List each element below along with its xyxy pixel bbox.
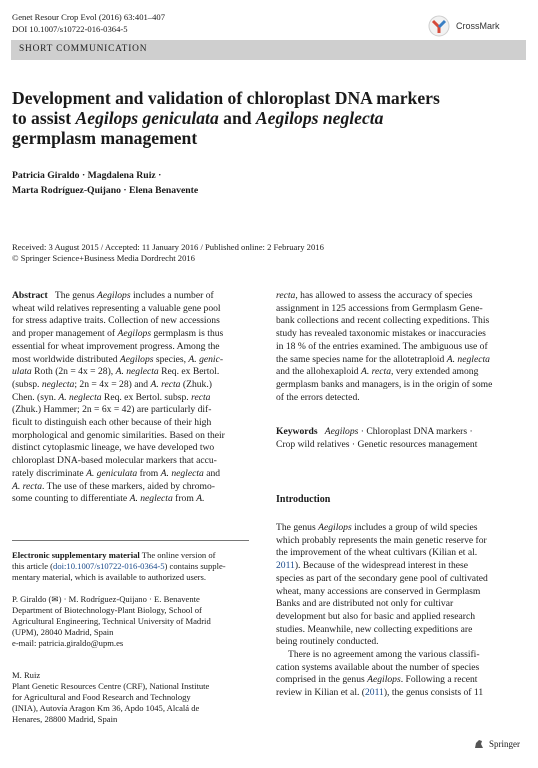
abstract-line: (subsp. neglecta; 2n = 4x = 28) and A. recta (Zhuk.) xyxy=(12,378,212,390)
abstract-line: ficult to distinguish each other because of their high xyxy=(12,417,212,429)
title-species-2: Aegilops neglecta xyxy=(255,108,384,128)
copyright-line: © Springer Science+Business Media Dordrecht 2016 xyxy=(12,253,195,263)
abstract-line: ulata Roth (2n = 4x = 28), A. neglecta Req. ex Bertol. xyxy=(12,366,220,378)
journal-header xyxy=(12,12,165,35)
intro-line: wheat, many accessions are conserved in Germplasm xyxy=(276,585,481,597)
abstract-heading: Abstract xyxy=(12,290,48,301)
intro-line: being routinely conducted. xyxy=(276,636,379,648)
doi-line[interactable]: DOI 10.1007/s10722-016-0364-5 xyxy=(12,23,128,34)
affil-line: M. Ruiz xyxy=(12,670,41,680)
abstract-line: most worldwide distributed Aegilops species, A. genic- xyxy=(12,353,224,365)
keywords-line-2: Crop wild relatives · Genetic resources management xyxy=(276,438,478,450)
title-line-1: Development and validation of chloroplast DNA markers xyxy=(12,88,440,108)
intro-line: studies. Meanwhile, new collecting expeditions are xyxy=(276,623,473,635)
abstract-line: essential for wheat improvement progress. Among the xyxy=(12,340,220,352)
email-link[interactable]: e-mail: patricia.giraldo@upm.es xyxy=(12,638,124,648)
intro-line: which probably represents the main genetic reserve for xyxy=(276,534,487,546)
abstract-line: morphological and genomic similarities. Based on their xyxy=(12,429,225,441)
intro-line: comprised in the genus Aegilops. Following a recent xyxy=(276,674,478,686)
affil-line: Department of Biotechnology-Plant Biology, School of xyxy=(12,605,202,615)
citation-link[interactable]: 2011 xyxy=(364,687,384,699)
abstract-line: study has revealed taxonomic mistakes or inaccuracies xyxy=(276,328,486,340)
abstract-line: in 18 % of the entries examined. The ambiguous use of xyxy=(276,340,488,352)
publisher-name: Springer xyxy=(489,739,520,749)
affil-line: for Agricultural and Food Research and Technology xyxy=(12,692,191,702)
publication-dates xyxy=(12,242,512,264)
abstract-line: recta, has allowed to assess the accuracy of species xyxy=(276,290,473,301)
authors-line-2: Marta Rodríguez-Quijano · Elena Benavente xyxy=(12,185,199,196)
abstract-line: bank collections and recent collecting expeditions. This xyxy=(276,315,490,327)
intro-line: cation systems available about the number of species xyxy=(276,661,480,673)
affil-line: (INIA), Autovía Aragon Km 36, Apdo 1045, Alcalá de xyxy=(12,703,200,713)
crossmark-icon xyxy=(428,15,450,37)
keywords-heading: Keywords xyxy=(276,426,318,437)
affil-line: P. Giraldo (✉) · M. Rodríguez-Quijano · E. Benavente xyxy=(12,594,200,604)
abstract-right-column xyxy=(276,290,515,404)
citation-link[interactable]: 2011 xyxy=(276,560,295,572)
authors-line-1: Patricia Giraldo · Magdalena Ruiz · xyxy=(12,170,162,181)
esm-heading: Electronic supplementary material xyxy=(12,550,140,560)
abstract-left-column xyxy=(12,290,249,506)
abstract-line: for stress adaptive traits. Collection of new accessions xyxy=(12,315,220,327)
title-line-2 xyxy=(12,108,492,128)
intro-line: Banks and are distributed not only for cultivar xyxy=(276,598,454,610)
abstract-line: germplasm banks and managers, is in the origin of some xyxy=(276,378,493,390)
intro-line: the improvement of the wheat cultivars (Kilian et al. xyxy=(276,547,478,559)
esm-text: The online version of xyxy=(141,550,216,560)
article-type-label: SHORT COMMUNICATION xyxy=(19,44,148,54)
title-text: and xyxy=(218,108,256,128)
footnote-divider xyxy=(12,540,249,541)
title-line-3: germplasm management xyxy=(12,128,198,148)
affiliation-1 xyxy=(12,594,249,649)
abstract-line: wheat wild relatives representing a valuable gene pool xyxy=(12,302,221,314)
abstract-line: and proper management of Aegilops germplasm is thus xyxy=(12,328,224,340)
article-type-banner xyxy=(11,40,526,60)
esm-line-2: this article (doi:10.1007/s10722-016-0364-5) contains supple- xyxy=(12,561,226,571)
title-species-1: Aegilops geniculata xyxy=(75,108,219,128)
intro-line: species as part of the secondary gene pool of cultivated xyxy=(276,572,488,584)
esm-note xyxy=(12,550,249,583)
abstract-line: and the allohexaploid A. recta, very extended among xyxy=(276,366,479,378)
esm-line-3: mentary material, which is available to authorized users. xyxy=(12,572,207,582)
abstract-line: some counting to differentiate A. neglecta from A. xyxy=(12,493,205,505)
crossmark-badge[interactable] xyxy=(428,12,524,40)
abstract-line: the same species name for the allotetraploid A. neglecta xyxy=(276,353,490,365)
abstract-line: (Zhuk.) Hammer; 2n = 6x = 42) are particularly dif- xyxy=(12,404,212,416)
springer-horse-icon xyxy=(473,738,485,750)
journal-citation: Genet Resour Crop Evol (2016) 63:401–407 xyxy=(12,12,165,22)
introduction-body xyxy=(276,522,515,700)
publisher-logo xyxy=(473,738,520,750)
affiliation-2 xyxy=(12,670,249,725)
abstract-line: chloroplast DNA-based molecular markers that accu- xyxy=(12,455,217,467)
article-title xyxy=(12,88,492,148)
affil-line: Plant Genetic Resources Centre (CRF), National Institute xyxy=(12,681,210,691)
crossmark-label: CrossMark xyxy=(456,21,500,31)
keywords-block xyxy=(276,426,515,451)
keywords-line-1: Keywords Aegilops · Chloroplast DNA markers · xyxy=(276,426,473,437)
affil-line: (UPM), 28040 Madrid, Spain xyxy=(12,627,114,637)
introduction-heading: Introduction xyxy=(276,494,331,505)
abstract-line: distinct cytoplasmic lineage, we have developed two xyxy=(12,442,215,454)
affil-line: Henares, 28800 Madrid, Spain xyxy=(12,714,118,724)
history-dates: Received: 3 August 2015 / Accepted: 11 January 2016 / Published online: 2 February 2016 xyxy=(12,242,324,252)
intro-line: 2011). Because of the widespread interest in these xyxy=(276,560,468,572)
abstract-line: assignment in 125 accessions from Germplasm Gene- xyxy=(276,302,483,314)
abstract-line: rately discriminate A. geniculata from A. neglecta and xyxy=(12,467,221,479)
intro-line: development but also for basic and applied research xyxy=(276,610,475,622)
intro-line: There is no agreement among the various classifi- xyxy=(288,649,480,661)
esm-line-1 xyxy=(12,550,249,561)
intro-line: The genus Aegilops includes a group of wild species xyxy=(276,522,478,533)
abstract-line: A. recta. The use of these markers, aided by chromo- xyxy=(12,480,216,492)
abstract-line: Abstract The genus Aegilops includes a number of xyxy=(12,290,214,301)
intro-line: review in Kilian et al. (2011), the genus consists of 11 xyxy=(276,687,484,699)
abstract-line: Chen. (syn. A. neglecta Req. ex Bertol. subsp. recta xyxy=(12,391,211,403)
title-text: to assist xyxy=(12,108,76,128)
author-list xyxy=(12,168,372,198)
abstract-line: of the errors detected. xyxy=(276,391,360,403)
affil-line: Agricultural Engineering, Technical University of Madrid xyxy=(12,616,211,626)
doi-link[interactable]: doi:10.1007/s10722-016-0364-5 xyxy=(53,561,165,571)
